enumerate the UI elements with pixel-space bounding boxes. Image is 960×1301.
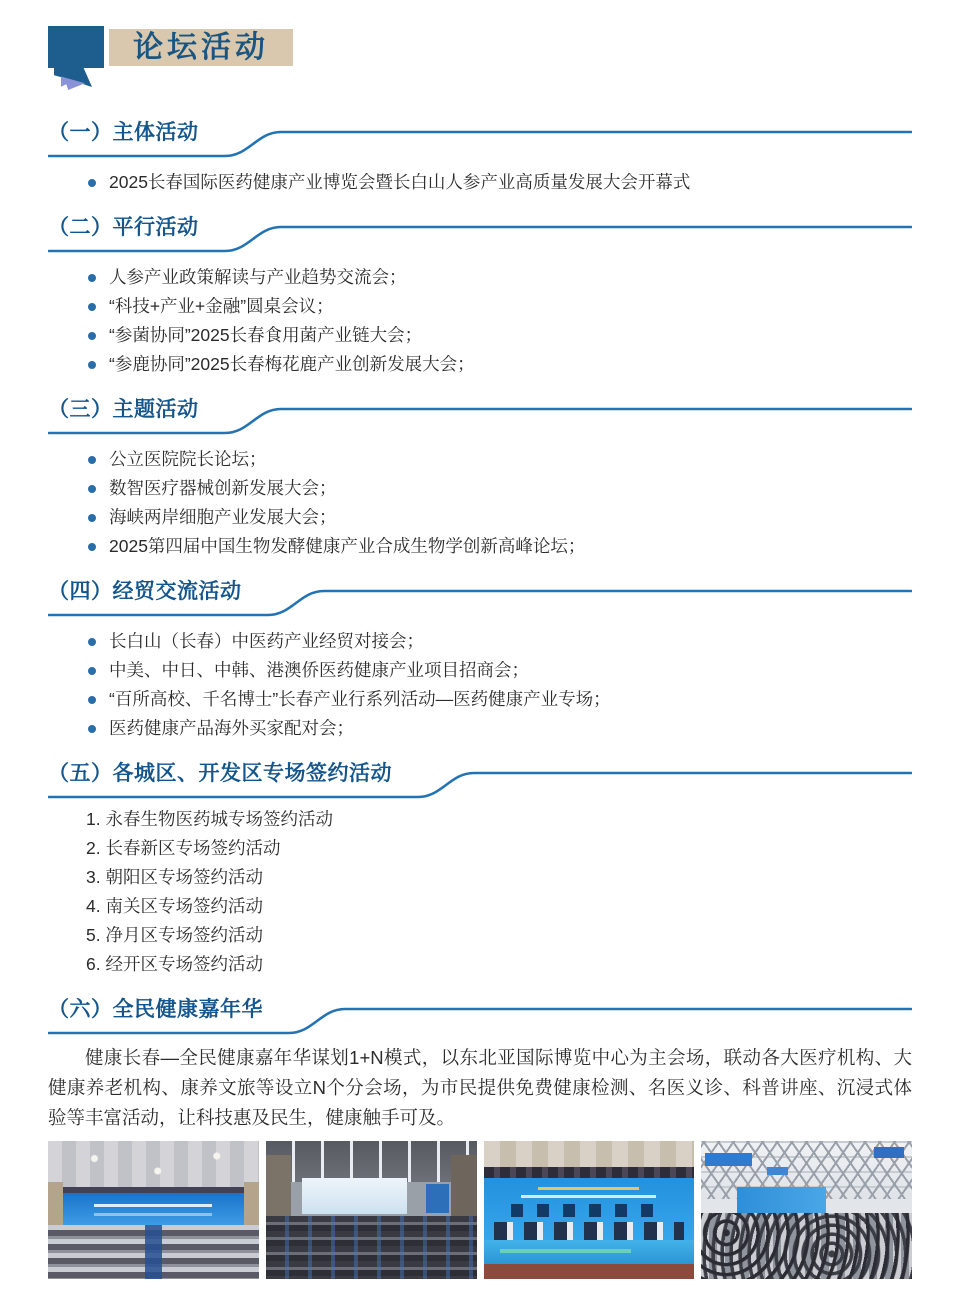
list-item xyxy=(48,627,912,656)
section-heading-row xyxy=(48,575,912,621)
list-item-text: 人参产业政策解读与产业趋势交流会； xyxy=(109,267,407,287)
bullet-dot-icon xyxy=(88,638,96,646)
photo-exhibition-hall-crowd xyxy=(701,1141,912,1279)
photo-strip xyxy=(48,1141,912,1279)
bullet-dot-icon xyxy=(88,725,96,733)
banner-flag-icon xyxy=(48,26,104,68)
photo-conference-room-audience xyxy=(266,1141,477,1279)
list-item-text: “百所高校、千名博士”长春产业行系列活动—医药健康产业专场； xyxy=(109,689,611,709)
section-trade-exchange-activities xyxy=(48,575,912,743)
list-item xyxy=(48,474,912,503)
list-item-text: 中美、中日、中韩、港澳侨医药健康产业项目招商会； xyxy=(109,660,529,680)
section-heading: （五）各城区、开发区专场签约活动 xyxy=(48,762,392,785)
bullet-dot-icon xyxy=(88,179,96,187)
section-heading: （六）全民健康嘉年华 xyxy=(48,998,263,1021)
bullet-dot-icon xyxy=(88,667,96,675)
bullet-list xyxy=(48,263,912,379)
list-item-text: 2025长春国际医药健康产业博览会暨长白山人参产业高质量发展大会开幕式 xyxy=(109,172,691,192)
list-item xyxy=(48,263,912,292)
list-item: 6. 经开区专场签约活动 xyxy=(86,954,263,974)
bullet-dot-icon xyxy=(88,543,96,551)
bullet-dot-icon xyxy=(88,456,96,464)
banner-title-box xyxy=(109,29,293,66)
bullet-dot-icon xyxy=(88,696,96,704)
section-divider-swoosh xyxy=(48,757,912,803)
list-item xyxy=(48,292,912,321)
list-item: 4. 南关区专场签约活动 xyxy=(86,896,263,916)
section-divider-swoosh xyxy=(48,116,912,162)
bullet-dot-icon xyxy=(88,274,96,282)
section-heading-row xyxy=(48,757,912,803)
list-item-text: 海峡两岸细胞产业发展大会； xyxy=(109,507,337,527)
list-item xyxy=(48,321,912,350)
section-heading: （四）经贸交流活动 xyxy=(48,580,242,603)
photo-conference-hall-opening xyxy=(48,1141,259,1279)
numbered-list xyxy=(48,805,912,979)
section-heading-row xyxy=(48,393,912,439)
list-item xyxy=(48,714,912,743)
banner xyxy=(48,26,912,88)
list-item: 3. 朝阳区专场签约活动 xyxy=(86,867,263,887)
list-item-text: 公立医院院长论坛； xyxy=(109,449,267,469)
list-item-text: 医药健康产品海外买家配对会； xyxy=(109,718,354,738)
list-item xyxy=(48,532,912,561)
list-item-text: 2025第四届中国生物发酵健康产业合成生物学创新高峰论坛； xyxy=(109,536,586,556)
section-parallel-activities xyxy=(48,211,912,379)
section-divider-swoosh xyxy=(48,993,912,1039)
section-district-signing-activities xyxy=(48,757,912,979)
list-item-text: “参鹿协同”2025长春梅花鹿产业创新发展大会； xyxy=(109,354,475,374)
section-heading: （一）主体活动 xyxy=(48,121,199,144)
bullet-list xyxy=(48,627,912,743)
list-item: 2. 长春新区专场签约活动 xyxy=(86,838,281,858)
list-item: 1. 永春生物医药城专场签约活动 xyxy=(86,809,333,829)
bullet-list xyxy=(48,168,912,197)
section-heading: （二）平行活动 xyxy=(48,216,199,239)
list-item-text: 数智医疗器械创新发展大会； xyxy=(109,478,337,498)
list-item xyxy=(48,350,912,379)
section-heading-row xyxy=(48,211,912,257)
section-heading: （三）主题活动 xyxy=(48,398,199,421)
photo-panel-discussion-stage xyxy=(484,1141,695,1279)
page-title: 论坛活动 xyxy=(133,30,269,64)
section-main-activities xyxy=(48,116,912,197)
bullet-dot-icon xyxy=(88,303,96,311)
section-divider-swoosh xyxy=(48,393,912,439)
bullet-list xyxy=(48,445,912,561)
list-item xyxy=(48,503,912,532)
section-divider-swoosh xyxy=(48,211,912,257)
list-item: 5. 净月区专场签约活动 xyxy=(86,925,263,945)
section-theme-activities xyxy=(48,393,912,561)
section-divider-swoosh xyxy=(48,575,912,621)
bullet-dot-icon xyxy=(88,514,96,522)
section-heading-row xyxy=(48,116,912,162)
list-item xyxy=(48,168,912,197)
section-heading-row xyxy=(48,993,912,1039)
body-paragraph: 健康长春—全民健康嘉年华谋划1+N模式，以东北亚国际博览中心为主会场，联动各大医疗机构、大健康养老机构、康养文旅等设立N个分会场，为市民提供免费健康检测、名医义诊、科普讲座、沉浸式体验等丰富活动，让科技惠及民生，健康触手可及。 xyxy=(48,1047,912,1128)
bullet-dot-icon xyxy=(88,485,96,493)
section-health-carnival xyxy=(48,993,912,1133)
list-item xyxy=(48,445,912,474)
bullet-dot-icon xyxy=(88,332,96,340)
bullet-dot-icon xyxy=(88,361,96,369)
list-item xyxy=(48,685,912,714)
list-item xyxy=(48,656,912,685)
list-item-text: “科技+产业+金融”圆桌会议； xyxy=(109,296,334,316)
list-item-text: 长白山（长春）中医药产业经贸对接会； xyxy=(109,631,424,651)
list-item-text: “参菌协同”2025长春食用菌产业链大会； xyxy=(109,325,423,345)
